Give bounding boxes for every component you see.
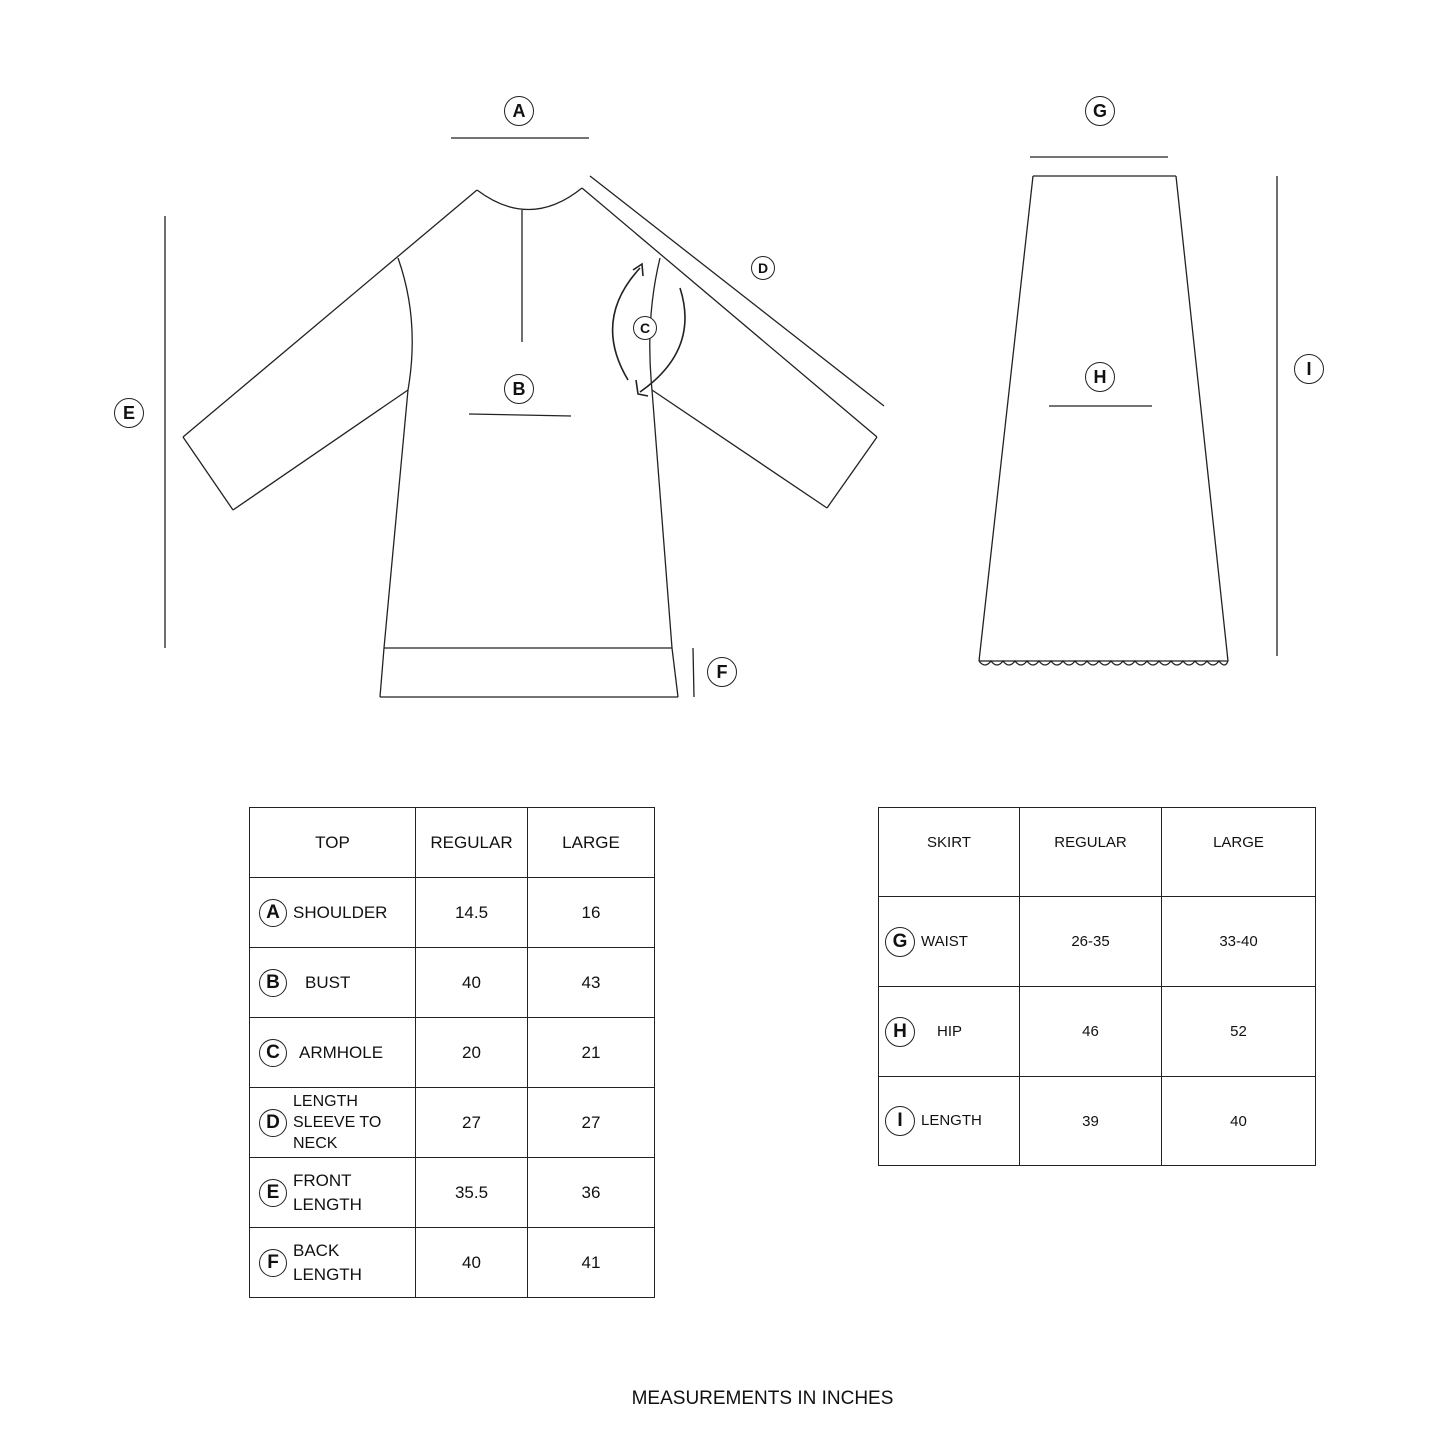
table-row	[879, 987, 1316, 1077]
large-value: 36	[528, 1158, 655, 1228]
regular-value: 27	[416, 1088, 528, 1158]
large-value: 41	[528, 1228, 655, 1298]
large-value: 52	[1162, 987, 1316, 1077]
label-c-marker: C	[633, 316, 657, 340]
regular-value: 40	[416, 948, 528, 1018]
large-value: 16	[528, 878, 655, 948]
large-value: 27	[528, 1088, 655, 1158]
skirt-measure-lines	[1030, 157, 1277, 656]
label-e-marker: E	[114, 398, 144, 428]
badge-d: D	[259, 1109, 287, 1137]
table-row	[879, 897, 1316, 987]
row-label: FRONT LENGTH	[293, 1170, 362, 1214]
row-label: HIP	[937, 1022, 963, 1040]
skirt-size-table	[878, 807, 1316, 1166]
row-label: BACK LENGTH	[293, 1240, 362, 1284]
regular-value: 20	[416, 1018, 528, 1088]
label-f-marker: F	[707, 657, 737, 687]
table-row	[250, 1088, 655, 1158]
label-d-marker: D	[751, 256, 775, 280]
regular-value: 14.5	[416, 878, 528, 948]
table-row	[250, 1228, 655, 1298]
skirt-outline	[979, 176, 1228, 665]
label-a-marker: A	[504, 96, 534, 126]
table-header-row	[250, 808, 655, 878]
measurement-units-note: MEASUREMENTS IN INCHES	[631, 1388, 894, 1409]
badge-h: H	[885, 1017, 915, 1047]
table-header-row	[879, 808, 1316, 897]
label-b-marker: B	[504, 374, 534, 404]
large-value: 43	[528, 948, 655, 1018]
regular-value: 40	[416, 1228, 528, 1298]
top-size-table	[249, 807, 655, 1298]
table-row	[250, 1158, 655, 1228]
large-value: 40	[1162, 1077, 1316, 1166]
badge-c: C	[259, 1039, 287, 1067]
row-label: WAIST	[921, 932, 968, 950]
badge-e: E	[259, 1179, 287, 1207]
row-label: BUST	[305, 972, 351, 992]
badge-g: G	[885, 927, 915, 957]
header-regular: REGULAR	[1020, 808, 1162, 897]
regular-value: 39	[1020, 1077, 1162, 1166]
table-row	[250, 878, 655, 948]
header-top: TOP	[250, 808, 416, 878]
header-regular: REGULAR	[416, 808, 528, 878]
large-value: 33-40	[1162, 897, 1316, 987]
large-value: 21	[528, 1018, 655, 1088]
row-label: SHOULDER	[293, 902, 388, 922]
label-g-marker: G	[1085, 96, 1115, 126]
label-h-marker: H	[1085, 362, 1115, 392]
label-i-marker: I	[1294, 354, 1324, 384]
regular-value: 46	[1020, 987, 1162, 1077]
row-label: ARMHOLE	[299, 1042, 384, 1062]
header-large: LARGE	[528, 808, 655, 878]
badge-f: F	[259, 1249, 287, 1277]
header-skirt: SKIRT	[879, 808, 1020, 897]
row-label: LENGTH	[921, 1112, 982, 1129]
badge-i: I	[885, 1106, 915, 1136]
regular-value: 35.5	[416, 1158, 528, 1228]
table-row	[879, 1077, 1316, 1166]
table-row	[250, 948, 655, 1018]
row-label: LENGTH SLEEVE TO NECK	[293, 1093, 382, 1152]
table-row	[250, 1018, 655, 1088]
badge-b: B	[259, 969, 287, 997]
header-large: LARGE	[1162, 808, 1316, 897]
regular-value: 26-35	[1020, 897, 1162, 987]
top-measure-lines	[165, 138, 884, 697]
badge-a: A	[259, 899, 287, 927]
